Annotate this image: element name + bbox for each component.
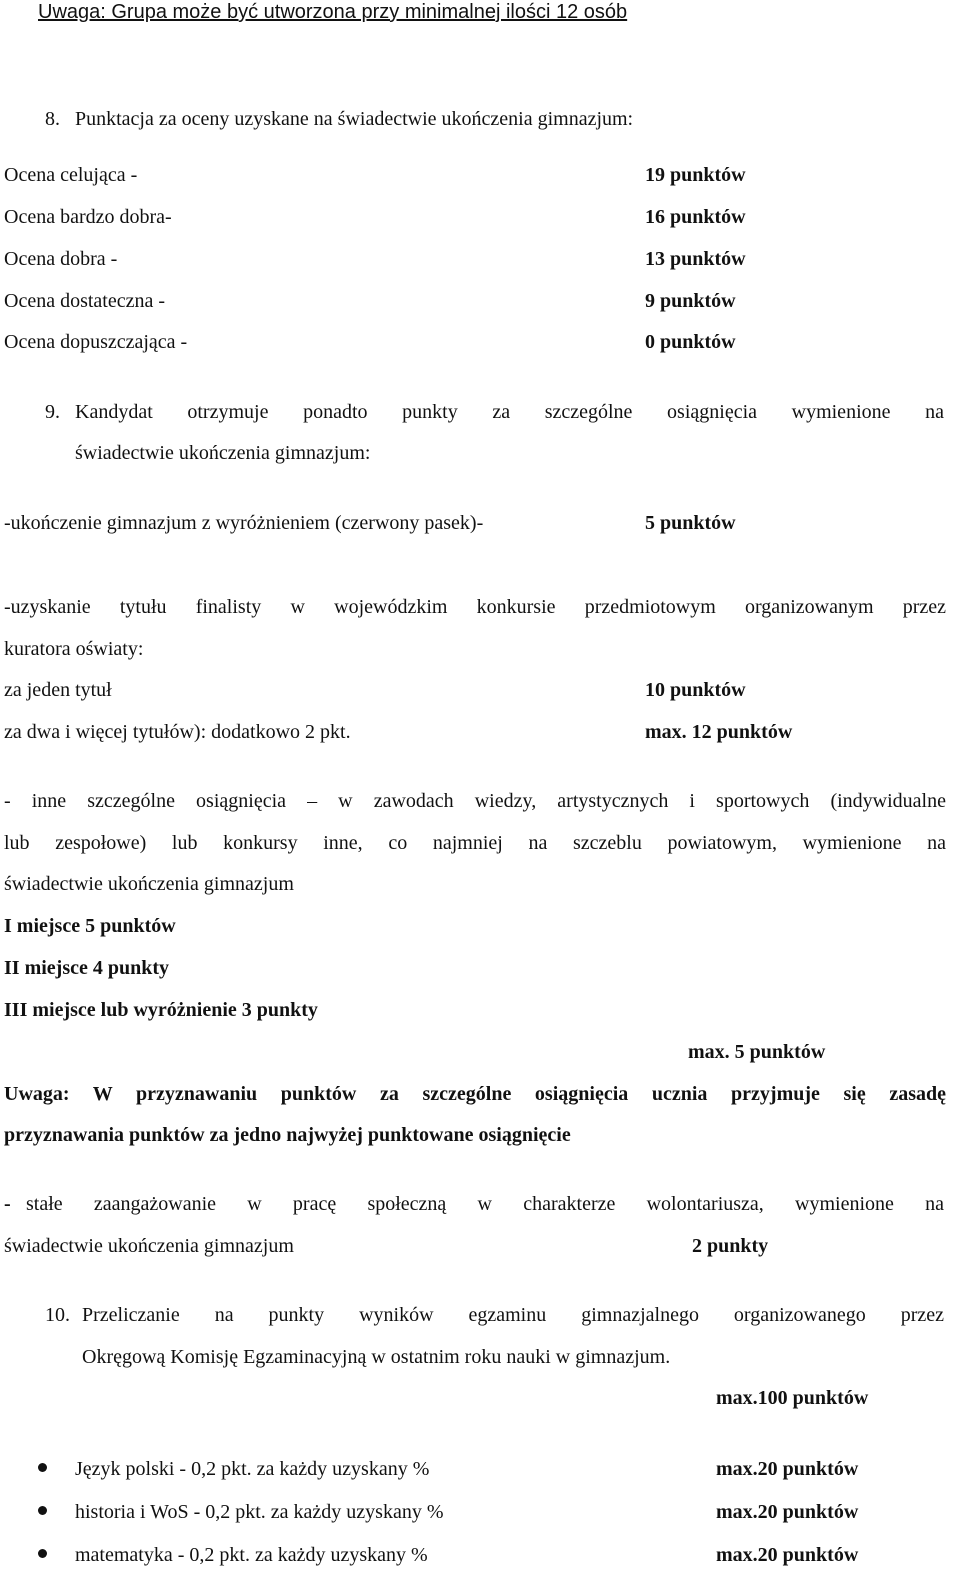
one-title-points: 10 punktów <box>645 679 746 701</box>
volunteer-line: stałe zaangażowanie w pracę społeczną w charakterze wolontariusza, wymienione na <box>26 1193 944 1215</box>
two-titles-points: max. 12 punktów <box>645 721 793 743</box>
section-10-line: Przeliczanie na punkty wyników egzaminu gimnazjalnego organizowanego przez <box>82 1304 944 1326</box>
bullet-icon <box>38 1506 47 1515</box>
section-10-line: Okręgową Komisję Egzaminacyjną w ostatnim roku nauki w gimnazjum. <box>82 1346 671 1368</box>
other-achievements-max: max. 5 punktów <box>688 1041 826 1063</box>
exam-max: max.100 punktów <box>716 1387 869 1409</box>
section-10-number: 10. <box>45 1304 70 1326</box>
section-8-heading: Punktacja za oceny uzyskane na świadectwie ukończenia gimnazjum: <box>75 108 634 130</box>
grade-points: 9 punktów <box>645 290 736 312</box>
place-points: III miejsce lub wyróżnienie 3 punkty <box>4 999 318 1021</box>
finalist-text-line: -uzyskanie tytułu finalisty w wojewódzkim konkursie przedmiotowym organizowanym przez <box>4 596 946 618</box>
warning-line: przyznawania punktów za jedno najwyżej punktowane osiągnięcie <box>4 1124 571 1146</box>
grade-points: 16 punktów <box>645 206 746 228</box>
honors-label: -ukończenie gimnazjum z wyróżnieniem (czerwony pasek)- <box>4 512 484 534</box>
bullet-icon <box>38 1463 47 1472</box>
subject-max: max.20 punktów <box>716 1501 859 1523</box>
honors-points: 5 punktów <box>645 512 736 534</box>
other-achievements-line: lub zespołowe) lub konkursy inne, co najmniej na szczeblu powiatowym, wymienione na <box>4 832 946 854</box>
finalist-text-line: kuratora oświaty: <box>4 638 144 660</box>
grade-label: Ocena dobra - <box>4 248 118 270</box>
group-size-note: Uwaga: Grupa może być utworzona przy minimalnej ilości 12 osób <box>38 1 628 23</box>
grade-points: 0 punktów <box>645 331 736 353</box>
grade-label: Ocena bardzo dobra- <box>4 206 172 228</box>
volunteer-line: świadectwie ukończenia gimnazjum <box>4 1235 294 1257</box>
volunteer-points: 2 punkty <box>692 1235 769 1257</box>
bullet-icon <box>38 1549 47 1558</box>
section-9-heading-line: Kandydat otrzymuje ponadto punkty za szczególne osiągnięcia wymienione na <box>75 401 944 423</box>
place-points: I miejsce 5 punktów <box>4 915 176 937</box>
section-8-number: 8. <box>45 108 60 130</box>
grade-label: Ocena dostateczna - <box>4 290 166 312</box>
section-9-number: 9. <box>45 401 60 423</box>
warning-line: Uwaga: W przyznawaniu punktów za szczególne osiągnięcia ucznia przyjmuje się zasadę <box>4 1083 946 1105</box>
grade-points: 19 punktów <box>645 164 746 186</box>
grade-label: Ocena dopuszczająca - <box>4 331 188 353</box>
subject-max: max.20 punktów <box>716 1544 859 1566</box>
subject-label: historia i WoS - 0,2 pkt. za każdy uzyskany % <box>75 1501 444 1523</box>
subject-max: max.20 punktów <box>716 1458 859 1480</box>
grade-label: Ocena celująca - <box>4 164 138 186</box>
subject-label: Język polski - 0,2 pkt. za każdy uzyskany % <box>75 1458 430 1480</box>
other-achievements-line: świadectwie ukończenia gimnazjum <box>4 873 294 895</box>
volunteer-dash: - <box>4 1193 11 1215</box>
place-points: II miejsce 4 punkty <box>4 957 170 979</box>
two-titles-label: za dwa i więcej tytułów): dodatkowo 2 pkt. <box>4 721 351 743</box>
other-achievements-line: - inne szczególne osiągnięcia – w zawodach wiedzy, artystycznych i sportowych (indywidualne <box>4 790 946 812</box>
grade-points: 13 punktów <box>645 248 746 270</box>
one-title-label: za jeden tytuł <box>4 679 112 701</box>
subject-label: matematyka - 0,2 pkt. za każdy uzyskany % <box>75 1544 428 1566</box>
section-9-heading-line: świadectwie ukończenia gimnazjum: <box>75 442 371 464</box>
